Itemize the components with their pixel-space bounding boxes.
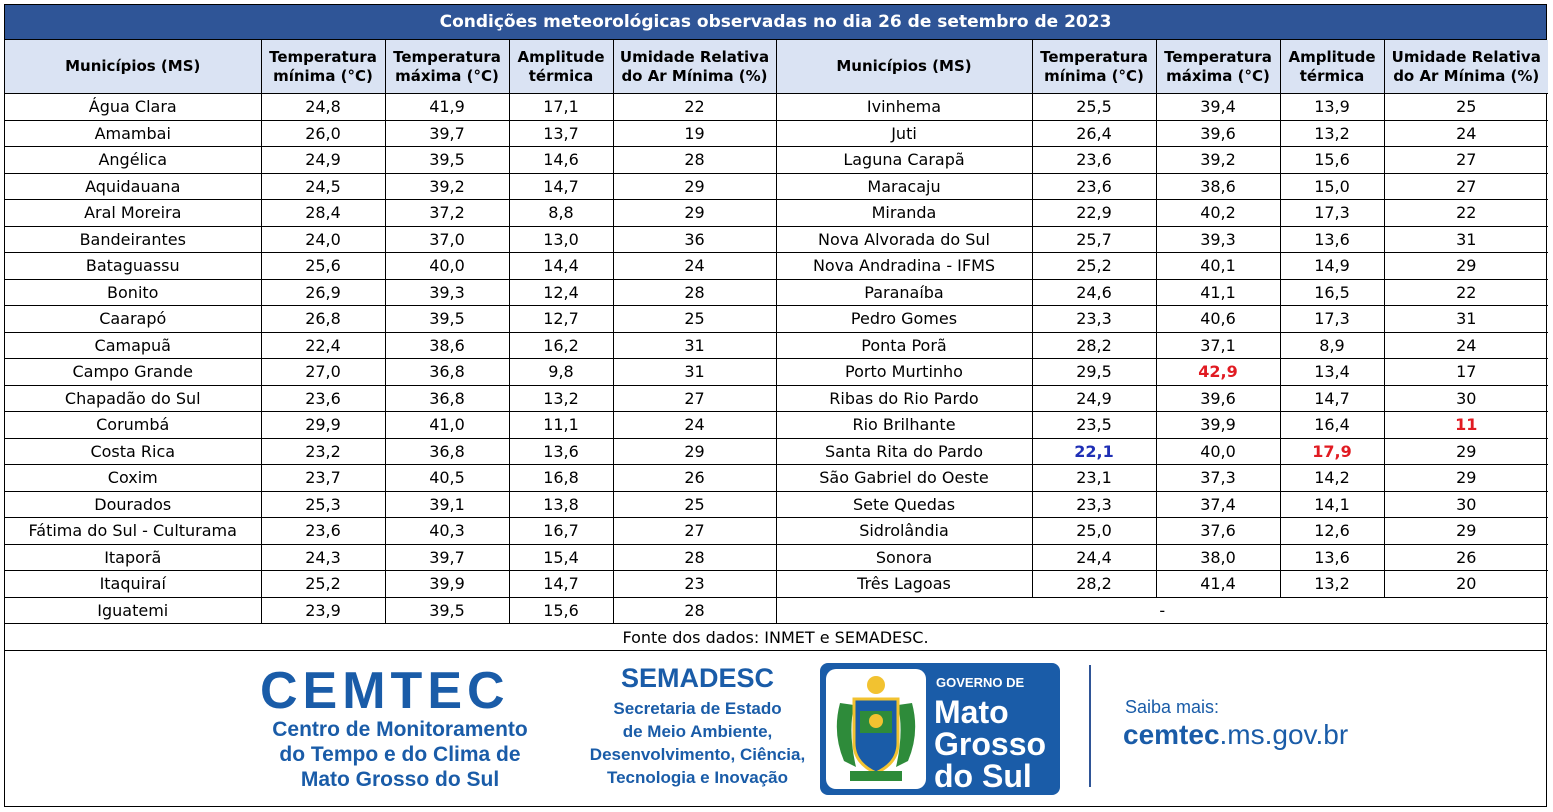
right-temp-min-cell: 28,2 — [1032, 571, 1156, 598]
left-umidade-cell: 29 — [613, 438, 776, 465]
left-temp-max-cell: 40,0 — [385, 253, 509, 280]
report-frame — [4, 4, 1547, 807]
right-temp-max-cell: 37,1 — [1156, 332, 1280, 359]
left-temp-max-cell: 39,9 — [385, 571, 509, 598]
table-row — [5, 597, 1548, 624]
right-umidade-cell: 27 — [1384, 173, 1548, 200]
left-amplitude-cell: 13,2 — [509, 385, 613, 412]
left-umidade-cell: 28 — [613, 597, 776, 624]
right-umidade-cell: 25 — [1384, 94, 1548, 121]
header-municipios-right: Municípios (MS) — [776, 40, 1032, 94]
left-temp-max-cell: 39,3 — [385, 279, 509, 306]
right-temp-max-cell: 37,6 — [1156, 518, 1280, 545]
right-municipio-cell: Ribas do Rio Pardo — [776, 385, 1032, 412]
right-amplitude-cell: 13,2 — [1280, 571, 1384, 598]
right-amplitude-cell: 17,9 — [1280, 438, 1384, 465]
table-row — [5, 438, 1548, 465]
left-amplitude-cell: 12,4 — [509, 279, 613, 306]
table-row — [5, 385, 1548, 412]
right-temp-max-cell: 40,1 — [1156, 253, 1280, 280]
header-row — [5, 40, 1548, 94]
right-amplitude-cell: 13,9 — [1280, 94, 1384, 121]
right-umidade-cell: 26 — [1384, 544, 1548, 571]
right-temp-min-cell: 25,2 — [1032, 253, 1156, 280]
left-municipio-cell: Itaporã — [5, 544, 261, 571]
left-umidade-cell: 28 — [613, 279, 776, 306]
right-umidade-cell: 29 — [1384, 465, 1548, 492]
left-umidade-cell: 27 — [613, 385, 776, 412]
left-temp-min-cell: 24,8 — [261, 94, 385, 121]
table-row — [5, 120, 1548, 147]
right-municipio-cell: Sete Quedas — [776, 491, 1032, 518]
right-temp-min-cell: 23,5 — [1032, 412, 1156, 439]
left-amplitude-cell: 9,8 — [509, 359, 613, 386]
right-amplitude-cell: 14,1 — [1280, 491, 1384, 518]
right-temp-max-cell: 42,9 — [1156, 359, 1280, 386]
header-umidade-left: Umidade Relativa do Ar Mínima (%) — [613, 40, 776, 94]
right-umidade-cell: 22 — [1384, 279, 1548, 306]
left-municipio-cell: Bonito — [5, 279, 261, 306]
table-row — [5, 253, 1548, 280]
right-temp-min-cell: 24,6 — [1032, 279, 1156, 306]
gov-line: Grosso — [934, 726, 1047, 762]
left-temp-min-cell: 25,6 — [261, 253, 385, 280]
right-amplitude-cell: 13,4 — [1280, 359, 1384, 386]
header-temp-min-right: Temperatura mínima (°C) — [1032, 40, 1156, 94]
left-municipio-cell: Campo Grande — [5, 359, 261, 386]
left-temp-min-cell: 29,9 — [261, 412, 385, 439]
header-umidade-right: Umidade Relativa do Ar Mínima (%) — [1384, 40, 1548, 94]
left-umidade-cell: 29 — [613, 200, 776, 227]
left-temp-max-cell: 36,8 — [385, 359, 509, 386]
right-municipio-cell: Três Lagoas — [776, 571, 1032, 598]
left-temp-max-cell: 39,7 — [385, 120, 509, 147]
left-temp-min-cell: 24,5 — [261, 173, 385, 200]
table-row — [5, 465, 1548, 492]
left-temp-min-cell: 23,6 — [261, 385, 385, 412]
left-umidade-cell: 27 — [613, 518, 776, 545]
right-temp-max-cell: 37,4 — [1156, 491, 1280, 518]
right-temp-min-cell: 25,5 — [1032, 94, 1156, 121]
footer — [5, 651, 1546, 809]
right-amplitude-cell: 13,6 — [1280, 226, 1384, 253]
right-municipio-cell: Nova Andradina - IFMS — [776, 253, 1032, 280]
left-municipio-cell: Bandeirantes — [5, 226, 261, 253]
semadesc-subtitle — [580, 697, 815, 789]
table-row — [5, 200, 1548, 227]
right-amplitude-cell: 17,3 — [1280, 200, 1384, 227]
right-temp-min-cell: 28,2 — [1032, 332, 1156, 359]
left-temp-max-cell: 37,2 — [385, 200, 509, 227]
left-municipio-cell: Amambai — [5, 120, 261, 147]
table-row — [5, 359, 1548, 386]
left-temp-max-cell: 36,8 — [385, 438, 509, 465]
left-temp-max-cell: 39,5 — [385, 147, 509, 174]
left-umidade-cell: 31 — [613, 359, 776, 386]
left-municipio-cell: Bataguassu — [5, 253, 261, 280]
right-amplitude-cell: 17,3 — [1280, 306, 1384, 333]
left-umidade-cell: 24 — [613, 253, 776, 280]
table-row — [5, 173, 1548, 200]
right-municipio-cell: Pedro Gomes — [776, 306, 1032, 333]
right-municipio-cell: Ivinhema — [776, 94, 1032, 121]
left-municipio-cell: Angélica — [5, 147, 261, 174]
left-umidade-cell: 25 — [613, 491, 776, 518]
right-umidade-cell: 17 — [1384, 359, 1548, 386]
right-empty-cell: - — [776, 597, 1548, 624]
right-temp-max-cell: 39,6 — [1156, 385, 1280, 412]
left-umidade-cell: 31 — [613, 332, 776, 359]
table-row — [5, 491, 1548, 518]
weather-table — [5, 40, 1548, 624]
right-temp-min-cell: 22,1 — [1032, 438, 1156, 465]
left-amplitude-cell: 16,2 — [509, 332, 613, 359]
cemtec-sub-line: Centro de Monitoramento — [272, 718, 528, 741]
right-umidade-cell: 11 — [1384, 412, 1548, 439]
right-umidade-cell: 29 — [1384, 438, 1548, 465]
left-amplitude-cell: 14,7 — [509, 571, 613, 598]
left-municipio-cell: Água Clara — [5, 94, 261, 121]
right-temp-max-cell: 40,2 — [1156, 200, 1280, 227]
left-temp-max-cell: 39,1 — [385, 491, 509, 518]
right-temp-min-cell: 23,3 — [1032, 491, 1156, 518]
right-temp-max-cell: 38,0 — [1156, 544, 1280, 571]
left-municipio-cell: Corumbá — [5, 412, 261, 439]
table-row — [5, 571, 1548, 598]
right-temp-min-cell: 23,1 — [1032, 465, 1156, 492]
left-municipio-cell: Aquidauana — [5, 173, 261, 200]
semadesc-logo: SEMADESC — [620, 663, 775, 693]
left-amplitude-cell: 16,8 — [509, 465, 613, 492]
right-amplitude-cell: 12,6 — [1280, 518, 1384, 545]
right-municipio-cell: Ponta Porã — [776, 332, 1032, 359]
table-row — [5, 518, 1548, 545]
left-umidade-cell: 26 — [613, 465, 776, 492]
table-row — [5, 306, 1548, 333]
right-municipio-cell: São Gabriel do Oeste — [776, 465, 1032, 492]
right-amplitude-cell: 15,0 — [1280, 173, 1384, 200]
right-municipio-cell: Sonora — [776, 544, 1032, 571]
table-body — [5, 94, 1548, 624]
right-umidade-cell: 20 — [1384, 571, 1548, 598]
left-amplitude-cell: 14,7 — [509, 173, 613, 200]
left-temp-max-cell: 39,7 — [385, 544, 509, 571]
right-temp-min-cell: 24,9 — [1032, 385, 1156, 412]
left-municipio-cell: Coxim — [5, 465, 261, 492]
left-temp-min-cell: 28,4 — [261, 200, 385, 227]
right-amplitude-cell: 14,7 — [1280, 385, 1384, 412]
header-amplitude-left: Amplitude térmica — [509, 40, 613, 94]
right-temp-max-cell: 40,6 — [1156, 306, 1280, 333]
cemtec-sub-line: Mato Grosso do Sul — [300, 768, 500, 791]
left-amplitude-cell: 13,0 — [509, 226, 613, 253]
gov-line: do Sul — [934, 758, 1032, 794]
left-municipio-cell: Iguatemi — [5, 597, 261, 624]
left-temp-max-cell: 38,6 — [385, 332, 509, 359]
right-temp-min-cell: 23,3 — [1032, 306, 1156, 333]
left-amplitude-cell: 11,1 — [509, 412, 613, 439]
left-temp-min-cell: 27,0 — [261, 359, 385, 386]
right-umidade-cell: 22 — [1384, 200, 1548, 227]
left-temp-max-cell: 39,5 — [385, 306, 509, 333]
right-municipio-cell: Santa Rita do Pardo — [776, 438, 1032, 465]
left-municipio-cell: Aral Moreira — [5, 200, 261, 227]
government-logo — [820, 663, 1060, 795]
right-municipio-cell: Maracaju — [776, 173, 1032, 200]
right-umidade-cell: 31 — [1384, 226, 1548, 253]
right-municipio-cell: Miranda — [776, 200, 1032, 227]
left-municipio-cell: Dourados — [5, 491, 261, 518]
header-amplitude-right: Amplitude térmica — [1280, 40, 1384, 94]
left-amplitude-cell: 16,7 — [509, 518, 613, 545]
site-rest: .ms.gov.br — [1219, 719, 1349, 750]
right-temp-min-cell: 23,6 — [1032, 173, 1156, 200]
header-temp-min-left: Temperatura mínima (°C) — [261, 40, 385, 94]
website-link[interactable] — [1123, 719, 1348, 751]
right-amplitude-cell: 14,2 — [1280, 465, 1384, 492]
right-umidade-cell: 29 — [1384, 253, 1548, 280]
left-amplitude-cell: 15,4 — [509, 544, 613, 571]
right-temp-max-cell: 38,6 — [1156, 173, 1280, 200]
right-amplitude-cell: 8,9 — [1280, 332, 1384, 359]
right-municipio-cell: Paranaíba — [776, 279, 1032, 306]
left-temp-max-cell: 40,5 — [385, 465, 509, 492]
right-temp-max-cell: 39,6 — [1156, 120, 1280, 147]
left-temp-min-cell: 23,6 — [261, 518, 385, 545]
right-temp-min-cell: 23,6 — [1032, 147, 1156, 174]
table-row — [5, 332, 1548, 359]
right-amplitude-cell: 16,4 — [1280, 412, 1384, 439]
left-amplitude-cell: 12,7 — [509, 306, 613, 333]
left-temp-min-cell: 23,2 — [261, 438, 385, 465]
left-temp-min-cell: 24,3 — [261, 544, 385, 571]
right-umidade-cell: 24 — [1384, 332, 1548, 359]
left-municipio-cell: Costa Rica — [5, 438, 261, 465]
report-title: Condições meteorológicas observadas no dia 26 de setembro de 2023 — [5, 5, 1546, 40]
gov-line: Mato — [934, 694, 1009, 730]
right-amplitude-cell: 15,6 — [1280, 147, 1384, 174]
left-umidade-cell: 29 — [613, 173, 776, 200]
right-amplitude-cell: 14,9 — [1280, 253, 1384, 280]
data-source: Fonte dos dados: INMET e SEMADESC. — [5, 624, 1546, 651]
left-municipio-cell: Itaquiraí — [5, 571, 261, 598]
right-temp-max-cell: 39,2 — [1156, 147, 1280, 174]
left-umidade-cell: 25 — [613, 306, 776, 333]
left-temp-min-cell: 26,0 — [261, 120, 385, 147]
left-umidade-cell: 36 — [613, 226, 776, 253]
left-amplitude-cell: 14,4 — [509, 253, 613, 280]
right-municipio-cell: Sidrolândia — [776, 518, 1032, 545]
left-temp-min-cell: 22,4 — [261, 332, 385, 359]
left-umidade-cell: 24 — [613, 412, 776, 439]
left-temp-min-cell: 23,7 — [261, 465, 385, 492]
left-amplitude-cell: 13,6 — [509, 438, 613, 465]
right-temp-min-cell: 24,4 — [1032, 544, 1156, 571]
left-umidade-cell: 22 — [613, 94, 776, 121]
left-temp-min-cell: 24,0 — [261, 226, 385, 253]
table-row — [5, 94, 1548, 121]
right-temp-max-cell: 39,9 — [1156, 412, 1280, 439]
left-temp-max-cell: 39,5 — [385, 597, 509, 624]
right-temp-min-cell: 29,5 — [1032, 359, 1156, 386]
left-temp-max-cell: 41,9 — [385, 94, 509, 121]
right-municipio-cell: Juti — [776, 120, 1032, 147]
semadesc-sub-line: Desenvolvimento, Ciência, — [589, 745, 806, 764]
footer-divider — [1089, 665, 1091, 787]
saiba-mais-label: Saiba mais: — [1125, 697, 1220, 717]
right-temp-max-cell: 37,3 — [1156, 465, 1280, 492]
right-temp-max-cell: 39,3 — [1156, 226, 1280, 253]
left-temp-min-cell: 23,9 — [261, 597, 385, 624]
left-municipio-cell: Camapuã — [5, 332, 261, 359]
cemtec-logo: CEMTEC — [260, 662, 510, 720]
right-umidade-cell: 29 — [1384, 518, 1548, 545]
left-temp-max-cell: 36,8 — [385, 385, 509, 412]
right-temp-max-cell: 41,1 — [1156, 279, 1280, 306]
left-amplitude-cell: 13,7 — [509, 120, 613, 147]
left-temp-max-cell: 41,0 — [385, 412, 509, 439]
left-municipio-cell: Chapadão do Sul — [5, 385, 261, 412]
left-temp-max-cell: 39,2 — [385, 173, 509, 200]
header-municipios-left: Municípios (MS) — [5, 40, 261, 94]
right-temp-max-cell: 39,4 — [1156, 94, 1280, 121]
semadesc-sub-line: Secretaria de Estado — [613, 699, 782, 718]
left-umidade-cell: 23 — [613, 571, 776, 598]
left-umidade-cell: 28 — [613, 147, 776, 174]
left-amplitude-cell: 8,8 — [509, 200, 613, 227]
right-temp-max-cell: 41,4 — [1156, 571, 1280, 598]
site-bold: cemtec — [1123, 719, 1220, 750]
left-temp-max-cell: 37,0 — [385, 226, 509, 253]
left-temp-min-cell: 26,8 — [261, 306, 385, 333]
table-row — [5, 226, 1548, 253]
left-umidade-cell: 28 — [613, 544, 776, 571]
right-temp-min-cell: 22,9 — [1032, 200, 1156, 227]
cemtec-sub-line: do Tempo e do Clima de — [279, 743, 521, 766]
right-amplitude-cell: 16,5 — [1280, 279, 1384, 306]
left-municipio-cell: Fátima do Sul - Culturama — [5, 518, 261, 545]
left-amplitude-cell: 17,1 — [509, 94, 613, 121]
left-temp-min-cell: 26,9 — [261, 279, 385, 306]
header-temp-max-right: Temperatura máxima (°C) — [1156, 40, 1280, 94]
right-municipio-cell: Rio Brilhante — [776, 412, 1032, 439]
table-row — [5, 544, 1548, 571]
right-amplitude-cell: 13,2 — [1280, 120, 1384, 147]
left-temp-min-cell: 24,9 — [261, 147, 385, 174]
table-row — [5, 279, 1548, 306]
right-temp-min-cell: 26,4 — [1032, 120, 1156, 147]
semadesc-sub-line: Tecnologia e Inovação — [606, 768, 789, 787]
table-row — [5, 412, 1548, 439]
right-umidade-cell: 31 — [1384, 306, 1548, 333]
left-amplitude-cell: 15,6 — [509, 597, 613, 624]
right-umidade-cell: 24 — [1384, 120, 1548, 147]
left-temp-min-cell: 25,3 — [261, 491, 385, 518]
left-amplitude-cell: 14,6 — [509, 147, 613, 174]
semadesc-sub-line: de Meio Ambiente, — [622, 722, 773, 741]
right-municipio-cell: Porto Murtinho — [776, 359, 1032, 386]
left-amplitude-cell: 13,8 — [509, 491, 613, 518]
right-umidade-cell: 30 — [1384, 491, 1548, 518]
right-umidade-cell: 30 — [1384, 385, 1548, 412]
right-amplitude-cell: 13,6 — [1280, 544, 1384, 571]
left-umidade-cell: 19 — [613, 120, 776, 147]
right-temp-max-cell: 40,0 — [1156, 438, 1280, 465]
left-temp-max-cell: 40,3 — [385, 518, 509, 545]
header-temp-max-left: Temperatura máxima (°C) — [385, 40, 509, 94]
cemtec-subtitle — [255, 717, 545, 792]
right-municipio-cell: Laguna Carapã — [776, 147, 1032, 174]
right-temp-min-cell: 25,0 — [1032, 518, 1156, 545]
gov-line: GOVERNO DE — [936, 675, 1025, 690]
right-temp-min-cell: 25,7 — [1032, 226, 1156, 253]
right-municipio-cell: Nova Alvorada do Sul — [776, 226, 1032, 253]
left-temp-min-cell: 25,2 — [261, 571, 385, 598]
right-umidade-cell: 27 — [1384, 147, 1548, 174]
left-municipio-cell: Caarapó — [5, 306, 261, 333]
table-row — [5, 147, 1548, 174]
